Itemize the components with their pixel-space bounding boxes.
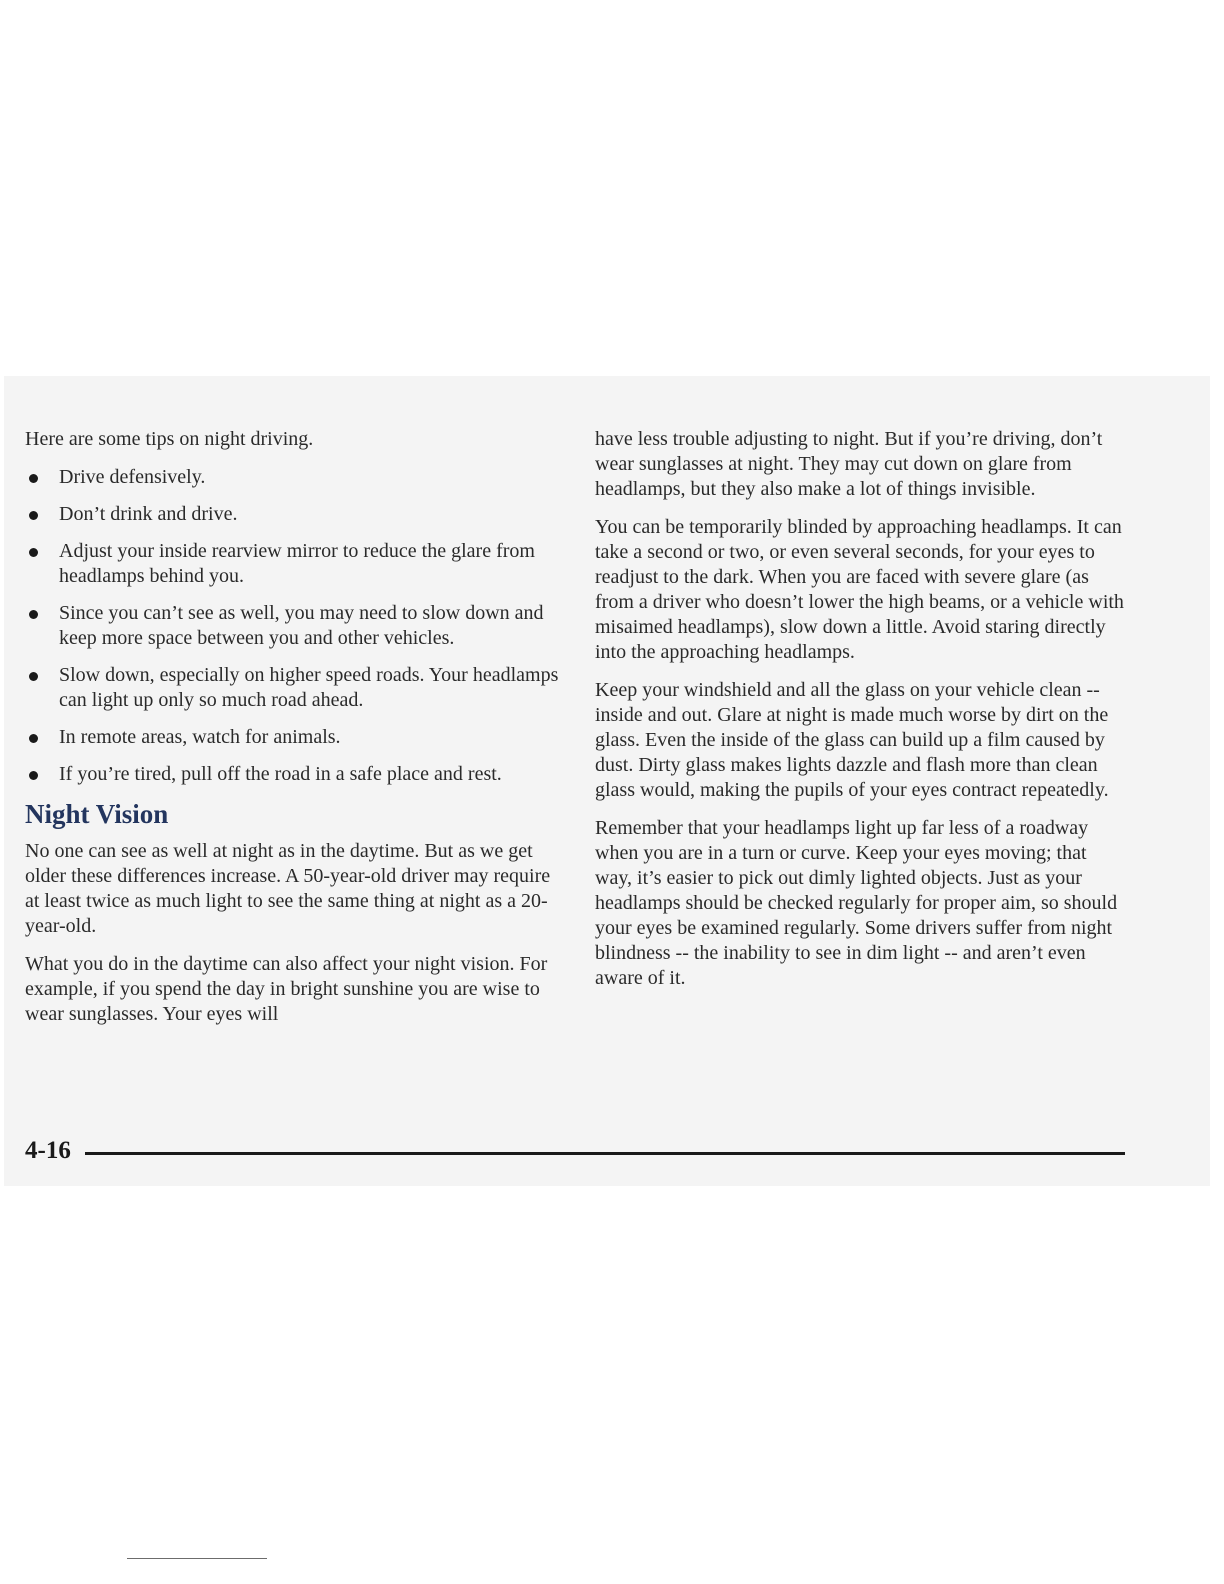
footer-rule: [85, 1152, 1125, 1155]
bullet-icon: [29, 734, 38, 743]
paragraph: Remember that your headlamps light up far less of a roadway when you are in a turn or curve. Keep your eyes moving; that way, it’s easier to pick out dimly lighted objects. Just as your headlamps should be checked regularly for proper aim, so should your eyes be examined regularly. Some drivers suffer from night blindness -- the inability to see in dim light -- and aren’t even aware of it.: [595, 817, 1118, 989]
list-item-text: Since you can’t see as well, you may need to slow down and keep more space between you and other vehicles.: [59, 602, 544, 649]
page-footer: [25, 1136, 1125, 1166]
list-item: [25, 725, 565, 750]
bullet-icon: [29, 771, 38, 780]
list-item-text: Slow down, especially on higher speed roads. Your headlamps can light up only so much road ahead.: [59, 664, 559, 711]
bullet-icon: [29, 474, 38, 483]
bullet-icon: [29, 511, 38, 520]
bullet-icon: [29, 548, 38, 557]
night-driving-tips-list: [25, 465, 565, 787]
list-item-text: If you’re tired, pull off the road in a safe place and rest.: [59, 763, 502, 785]
list-item-text: In remote areas, watch for animals.: [59, 726, 341, 748]
section-heading-night-vision: Night Vision: [25, 799, 169, 829]
list-item-text: Don’t drink and drive.: [59, 503, 238, 525]
left-column: [25, 427, 565, 1040]
page-number: 4-16: [25, 1137, 71, 1164]
list-item: [25, 465, 565, 490]
footnote-divider: [127, 1558, 267, 1559]
paragraph: Keep your windshield and all the glass on your vehicle clean -- inside and out. Glare at night is made much worse by dirt on the glass. Even the inside of the glass can build up a film caused by dust. Dirty glass makes lights dazzle and flash more than clean glass would, making the pupils of your eyes contract repeatedly.: [595, 679, 1109, 801]
paragraph: No one can see as well at night as in the daytime. But as we get older these differences increase. A 50-year-old driver may require at least twice as much light to see the same thing at night as a 20-year-old.: [25, 840, 551, 937]
bullet-icon: [29, 610, 38, 619]
bullet-icon: [29, 672, 38, 681]
intro-text: Here are some tips on night driving.: [25, 428, 314, 450]
list-item: [25, 502, 565, 527]
list-item: [25, 663, 565, 713]
list-item: [25, 762, 565, 787]
paragraph: You can be temporarily blinded by approaching headlamps. It can take a second or two, or even several seconds, for your eyes to readjust to the dark. When you are faced with severe glare (as from a driver who doesn’t lower the high beams, or a vehicle with misaimed headlamps), slow down a little. Avoid staring directly into the approaching headlamps.: [595, 516, 1124, 663]
list-item-text: Drive defensively.: [59, 466, 206, 488]
paragraph: What you do in the daytime can also affect your night vision. For example, if you spend the day in bright sunshine you are wise to wear sunglasses. Your eyes will: [25, 953, 548, 1025]
paragraph: have less trouble adjusting to night. But if you’re driving, don’t wear sunglasses at night. They may cut down on glare from headlamps, but they also make a lot of things invisible.: [595, 428, 1103, 500]
list-item-text: Adjust your inside rearview mirror to reduce the glare from headlamps behind you.: [59, 540, 535, 587]
list-item: [25, 539, 565, 589]
list-item: [25, 601, 565, 651]
right-column: [595, 427, 1125, 1004]
